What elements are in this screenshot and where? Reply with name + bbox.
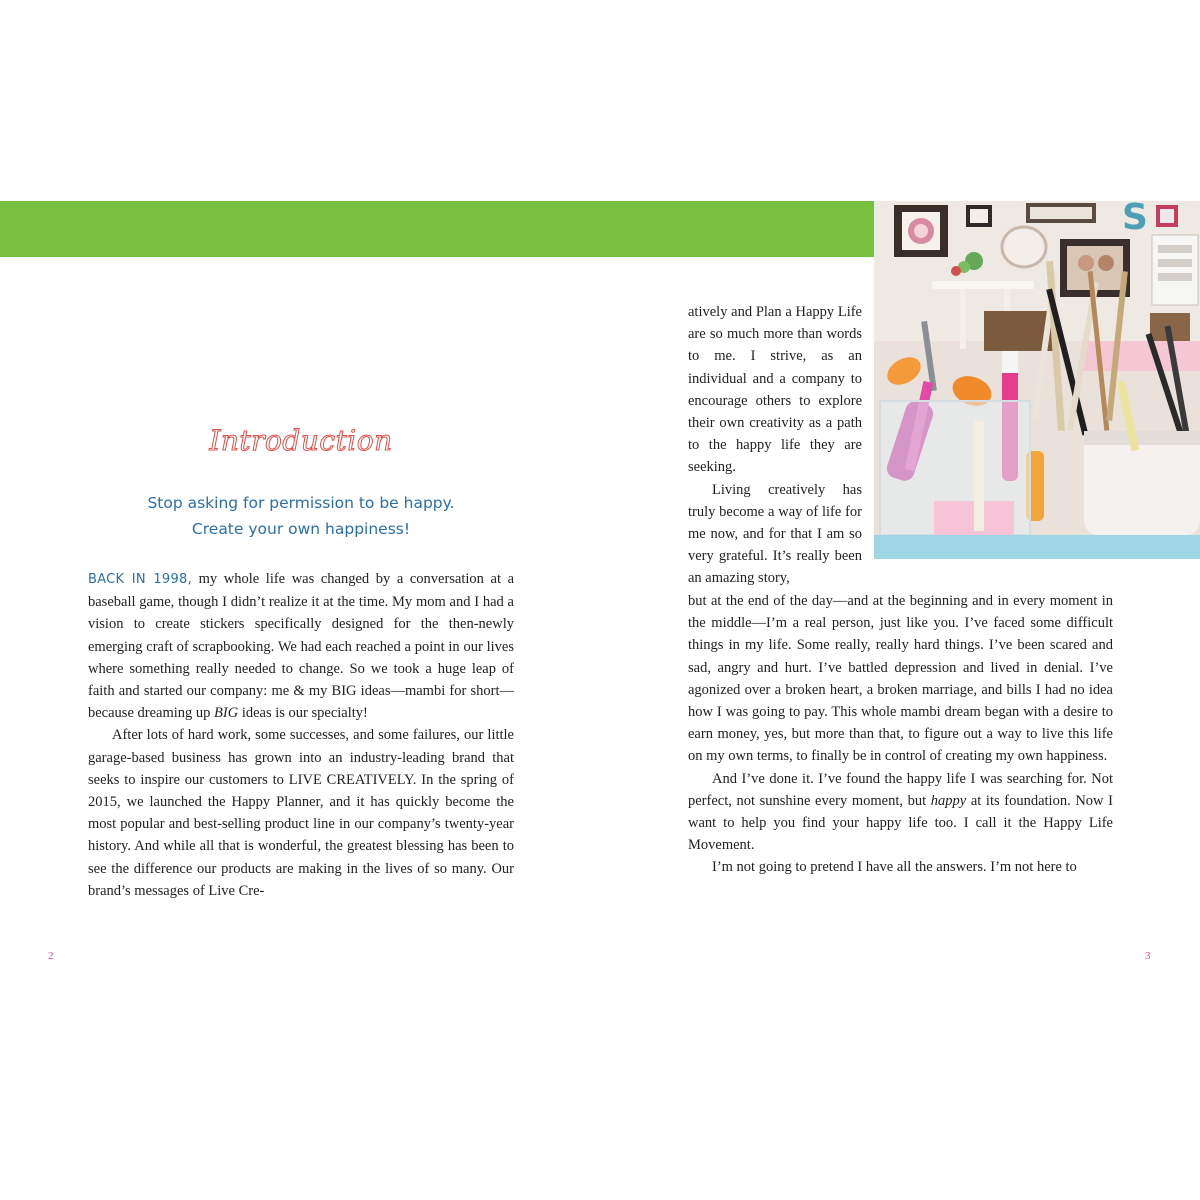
paragraph: After lots of hard work, some successes, and some failures, our little garage-based business has grown into an industry-leading brand that seeks to inspire our customers to LIVE CREATIVELY. In the spring of 2015, we launched the Happy Planner, and it has quickly become the most popular and best-selling product line in our company’s twenty-year history. And while all that is wonderful, the greatest blessing has been to see the difference our products are making in the lives of so many. Our brand’s messages of Live Cre-	[88, 727, 514, 899]
subhead-line-2: Create your own happiness!	[191, 520, 411, 538]
left-text-column	[88, 568, 514, 902]
paragraph-text: ideas is our specialty!	[238, 705, 368, 722]
paragraph	[88, 568, 514, 724]
page-number-left: 2	[48, 950, 54, 962]
paragraph: but at the end of the day—and at the beginning and in every moment in the middle—I’m a real person, just like you. I’ve faced some difficult things in my life. Some really, really hard things. I’ve been scared and sad, angry and hurt. I’ve battled depression and lived in denial. I’ve agonized over a broken heart, a broken marriage, and bills I had no idea how I was going to pay. This whole mambi dream began with a desire to earn money, yes, but more than that, to figure out a way to live this life on my own terms, to finally be in control of creating my own happiness.	[688, 593, 1113, 765]
paragraph-text: my whole life was changed by a conversation at a baseball game, though I didn’t realize it at the time. My mom and I had a vision to create stickers specifically designed for the then-newly emerging craft of scrapbooking. We had each reached a point in our lives where something really needed to change. So we took a huge leap of faith and started our company: me & my BIG ideas—mambi for short—because dreaming up	[88, 571, 515, 722]
narrow-text-column	[688, 301, 862, 590]
svg-text:S: S	[1122, 201, 1148, 238]
paragraph-text: at its foundation. Now I want to help you find your happy life too. I call it the Happy Life Movement.	[688, 792, 1113, 854]
photo-illustration	[874, 201, 1200, 535]
page-title: Introduction	[209, 424, 393, 457]
header-color-band	[0, 201, 874, 257]
paragraph: atively and Plan a Happy Life are so much more than words to me. I strive, as an individual and a company to encourage others to explore their own creativity as a path to the happy life they are seeking.	[688, 304, 862, 476]
paragraph: I’m not going to pretend I have all the answers. I’m not here to	[712, 859, 1077, 876]
emphasis-text: happy	[930, 792, 967, 809]
subhead-line-1: Stop asking for permission to be happy.	[147, 494, 455, 512]
lead-in: BACK IN 1998,	[88, 572, 193, 587]
intro-subhead	[88, 490, 514, 542]
paragraph-text: And I’ve done it. I’ve found the happy life I was searching for. Not perfect, not sunshine every moment, but	[688, 770, 1113, 809]
page-number-right: 3	[1145, 950, 1151, 962]
right-text-column	[688, 590, 1113, 879]
photo-accent-strip	[874, 535, 1200, 559]
paragraph	[688, 768, 1113, 857]
paragraph: Living creatively has truly become a way of life for me now, and for that I am so very grateful. It’s really been an amazing story,	[688, 481, 862, 587]
craft-supplies-photo	[874, 201, 1200, 535]
emphasis-text: BIG	[214, 705, 239, 722]
